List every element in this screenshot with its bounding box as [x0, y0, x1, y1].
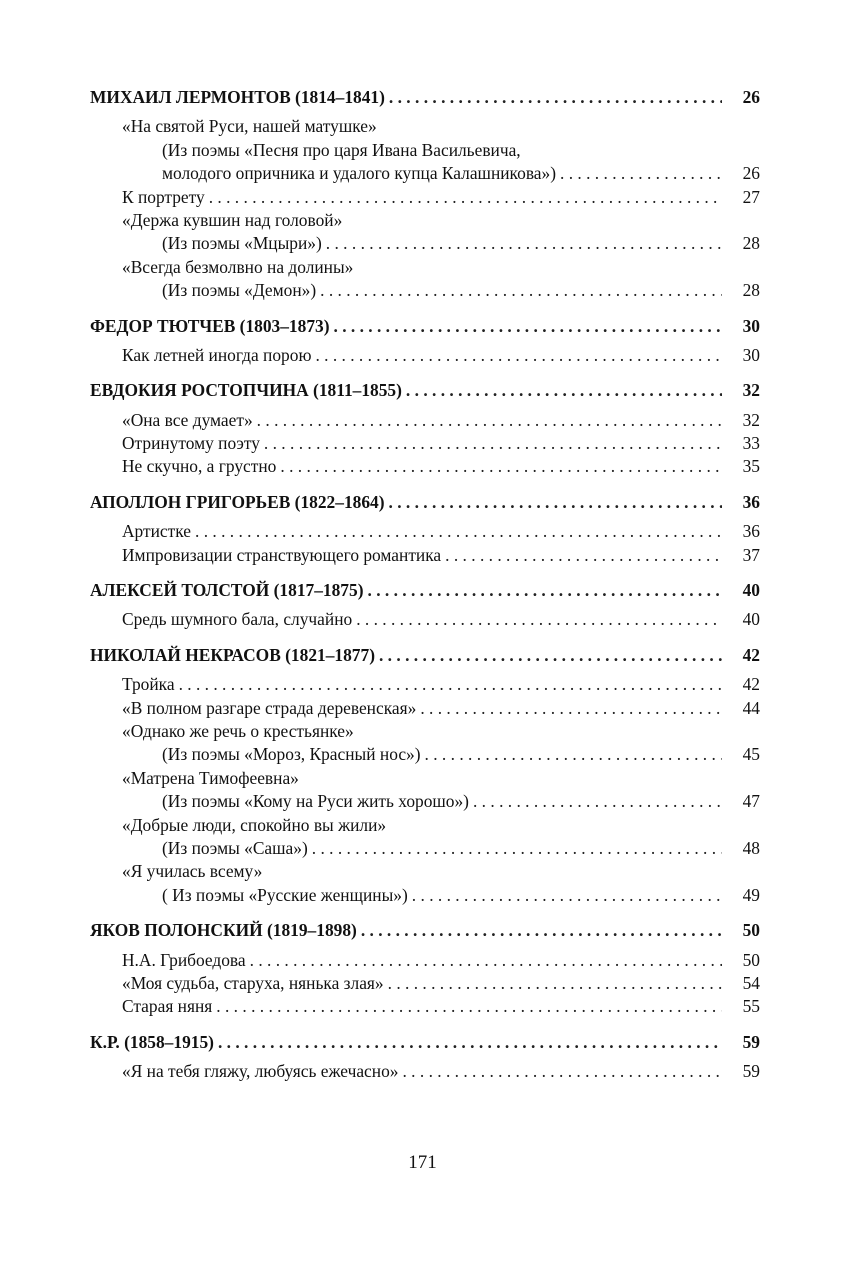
- entry-title: К портрету: [122, 186, 205, 207]
- leader-dots: [315, 344, 722, 367]
- author-page: 30: [742, 315, 760, 336]
- entry-title: «Однако же речь о крестьянке»: [122, 720, 354, 741]
- author-heading[interactable]: [90, 1031, 760, 1054]
- entry-title: «На святой Руси, нашей матушке»: [122, 116, 377, 137]
- entry-title: Старая няня: [122, 996, 213, 1017]
- entry-source: (Из поэмы «Песня про царя Ивана Васильевича,: [162, 139, 521, 160]
- toc-section: [90, 919, 760, 1019]
- leader-dots: [218, 1031, 722, 1054]
- entry-title: «Я училась всему»: [122, 861, 263, 882]
- entry-source-line: [90, 837, 760, 860]
- leader-dots: [209, 186, 722, 209]
- toc-entry[interactable]: [90, 814, 760, 837]
- entry-title: Артистке: [122, 521, 191, 542]
- author-page: 32: [742, 380, 760, 401]
- author-page: 40: [742, 580, 760, 601]
- leader-dots: [406, 379, 722, 402]
- entry-page: 40: [742, 609, 760, 630]
- author-name: ЯКОВ ПОЛОНСКИЙ (1819–1898): [90, 920, 357, 941]
- leader-dots: [250, 949, 722, 972]
- toc-entry[interactable]: [90, 949, 760, 972]
- entry-page: 44: [742, 697, 760, 718]
- entry-page: 55: [742, 996, 760, 1017]
- toc-section: [90, 644, 760, 907]
- author-heading[interactable]: [90, 315, 760, 338]
- page-number: 171: [408, 1152, 437, 1173]
- entry-page: 27: [742, 186, 760, 207]
- leader-dots: [389, 86, 722, 109]
- entry-page: 48: [742, 837, 760, 858]
- toc-section: [90, 379, 760, 479]
- entry-source: ( Из поэмы «Русские женщины»): [162, 884, 408, 905]
- entry-title: Средь шумного бала, случайно: [122, 609, 353, 630]
- entry-title: Н.А. Грибоедова: [122, 949, 246, 970]
- entry-title: «Всегда безмолвно на долины»: [122, 256, 354, 277]
- leader-dots: [425, 743, 722, 766]
- entry-page: 28: [742, 280, 760, 301]
- toc-section: [90, 579, 760, 632]
- toc-entry[interactable]: [90, 115, 760, 138]
- leader-dots: [388, 972, 722, 995]
- entry-page: 50: [742, 949, 760, 970]
- entry-title: «Моя судьба, старуха, нянька злая»: [122, 972, 384, 993]
- entry-source-line: [90, 884, 760, 907]
- entry-title: Не скучно, а грустно: [122, 456, 277, 477]
- entry-source: (Из поэмы «Кому на Руси жить хорошо»): [162, 791, 469, 812]
- toc-entry[interactable]: [90, 697, 760, 720]
- toc-entry[interactable]: [90, 972, 760, 995]
- entry-title: «Держа кувшин над головой»: [122, 209, 343, 230]
- author-heading[interactable]: [90, 919, 760, 942]
- leader-dots: [264, 432, 722, 455]
- toc-entry[interactable]: [90, 1060, 760, 1083]
- leader-dots: [280, 455, 722, 478]
- author-page: 59: [742, 1031, 760, 1052]
- leader-dots: [445, 544, 722, 567]
- author-name: ФЕДОР ТЮТЧЕВ (1803–1873): [90, 315, 330, 336]
- toc-entry[interactable]: [90, 409, 760, 432]
- author-page: 36: [742, 491, 760, 512]
- entry-page: 47: [742, 791, 760, 812]
- toc-entry[interactable]: [90, 860, 760, 883]
- toc-section: [90, 491, 760, 567]
- entry-page: 32: [742, 409, 760, 430]
- leader-dots: [389, 491, 722, 514]
- leader-dots: [326, 232, 722, 255]
- entry-source: молодого опричника и удалого купца Калашникова»): [162, 163, 557, 184]
- author-page: 42: [742, 644, 760, 665]
- toc-entry[interactable]: [90, 520, 760, 543]
- entry-source-line: [90, 279, 760, 302]
- entry-title: «В полном разгаре страда деревенская»: [122, 697, 417, 718]
- entry-source-line: [90, 162, 760, 185]
- author-name: МИХАИЛ ЛЕРМОНТОВ (1814–1841): [90, 87, 385, 107]
- toc-entry[interactable]: [90, 673, 760, 696]
- entry-page: 36: [742, 521, 760, 542]
- toc-section: [90, 1031, 760, 1084]
- entry-title: «Матрена Тимофеевна»: [122, 767, 299, 788]
- toc-entry[interactable]: [90, 186, 760, 209]
- entry-page: 37: [742, 544, 760, 565]
- author-page: 26: [742, 87, 760, 107]
- leader-dots: [420, 697, 722, 720]
- leader-dots: [560, 162, 722, 185]
- author-heading[interactable]: [90, 86, 760, 109]
- leader-dots: [368, 579, 723, 602]
- leader-dots: [334, 315, 723, 338]
- table-of-contents: [90, 86, 760, 1095]
- toc-entry[interactable]: [90, 995, 760, 1018]
- toc-section: [90, 315, 760, 368]
- entry-page: 30: [742, 344, 760, 365]
- author-name: НИКОЛАЙ НЕКРАСОВ (1821–1877): [90, 644, 375, 665]
- entry-source: (Из поэмы «Мороз, Красный нос»): [162, 744, 421, 765]
- author-heading[interactable]: [90, 491, 760, 514]
- toc-entry[interactable]: [90, 432, 760, 455]
- leader-dots: [402, 1060, 722, 1083]
- entry-page: 35: [742, 456, 760, 477]
- author-heading[interactable]: [90, 644, 760, 667]
- toc-entry[interactable]: [90, 344, 760, 367]
- toc-entry[interactable]: [90, 455, 760, 478]
- entry-source: (Из поэмы «Саша»): [162, 837, 308, 858]
- author-name: К.Р. (1858–1915): [90, 1031, 214, 1052]
- author-page: 50: [742, 920, 760, 941]
- author-name: АЛЕКСЕЙ ТОЛСТОЙ (1817–1875): [90, 580, 364, 601]
- leader-dots: [312, 837, 722, 860]
- entry-title: «Добрые люди, спокойно вы жили»: [122, 814, 387, 835]
- toc-entry[interactable]: [90, 608, 760, 631]
- entry-page: 28: [742, 233, 760, 254]
- leader-dots: [361, 919, 722, 942]
- entry-source-line: [90, 232, 760, 255]
- leader-dots: [379, 644, 722, 667]
- leader-dots: [412, 884, 722, 907]
- entry-page: 33: [742, 433, 760, 454]
- entry-page: 54: [742, 972, 760, 993]
- entry-title: «Она все думает»: [122, 409, 253, 430]
- entry-page: 26: [742, 163, 760, 184]
- leader-dots: [179, 673, 722, 696]
- toc-entry[interactable]: [90, 767, 760, 790]
- leader-dots: [195, 520, 722, 543]
- entry-title: Импровизации странствующего романтика: [122, 544, 442, 565]
- author-heading[interactable]: [90, 379, 760, 402]
- entry-source-line: [90, 790, 760, 813]
- toc-section: [90, 86, 760, 303]
- author-name: ЕВДОКИЯ РОСТОПЧИНА (1811–1855): [90, 380, 402, 401]
- entry-page: 49: [742, 884, 760, 905]
- author-heading[interactable]: [90, 579, 760, 602]
- entry-title: «Я на тебя гляжу, любуясь ежечасно»: [122, 1061, 399, 1082]
- author-name: АПОЛЛОН ГРИГОРЬЕВ (1822–1864): [90, 491, 385, 512]
- leader-dots: [257, 409, 722, 432]
- leader-dots: [320, 279, 722, 302]
- entry-source: (Из поэмы «Мцыри»): [162, 233, 322, 254]
- leader-dots: [356, 608, 722, 631]
- entry-source-line: [90, 743, 760, 766]
- toc-entry[interactable]: [90, 720, 760, 743]
- toc-entry[interactable]: [90, 544, 760, 567]
- entry-page: 59: [742, 1061, 760, 1082]
- leader-dots: [473, 790, 722, 813]
- leader-dots: [216, 995, 722, 1018]
- entry-page: 45: [742, 744, 760, 765]
- entry-title: Тройка: [122, 674, 175, 695]
- entry-title: Отринутому поэту: [122, 433, 260, 454]
- toc-entry[interactable]: [90, 209, 760, 232]
- entry-source-line: [90, 139, 760, 162]
- entry-title: Как летней иногда порою: [122, 344, 312, 365]
- toc-entry[interactable]: [90, 256, 760, 279]
- entry-page: 42: [742, 674, 760, 695]
- entry-source: (Из поэмы «Демон»): [162, 280, 317, 301]
